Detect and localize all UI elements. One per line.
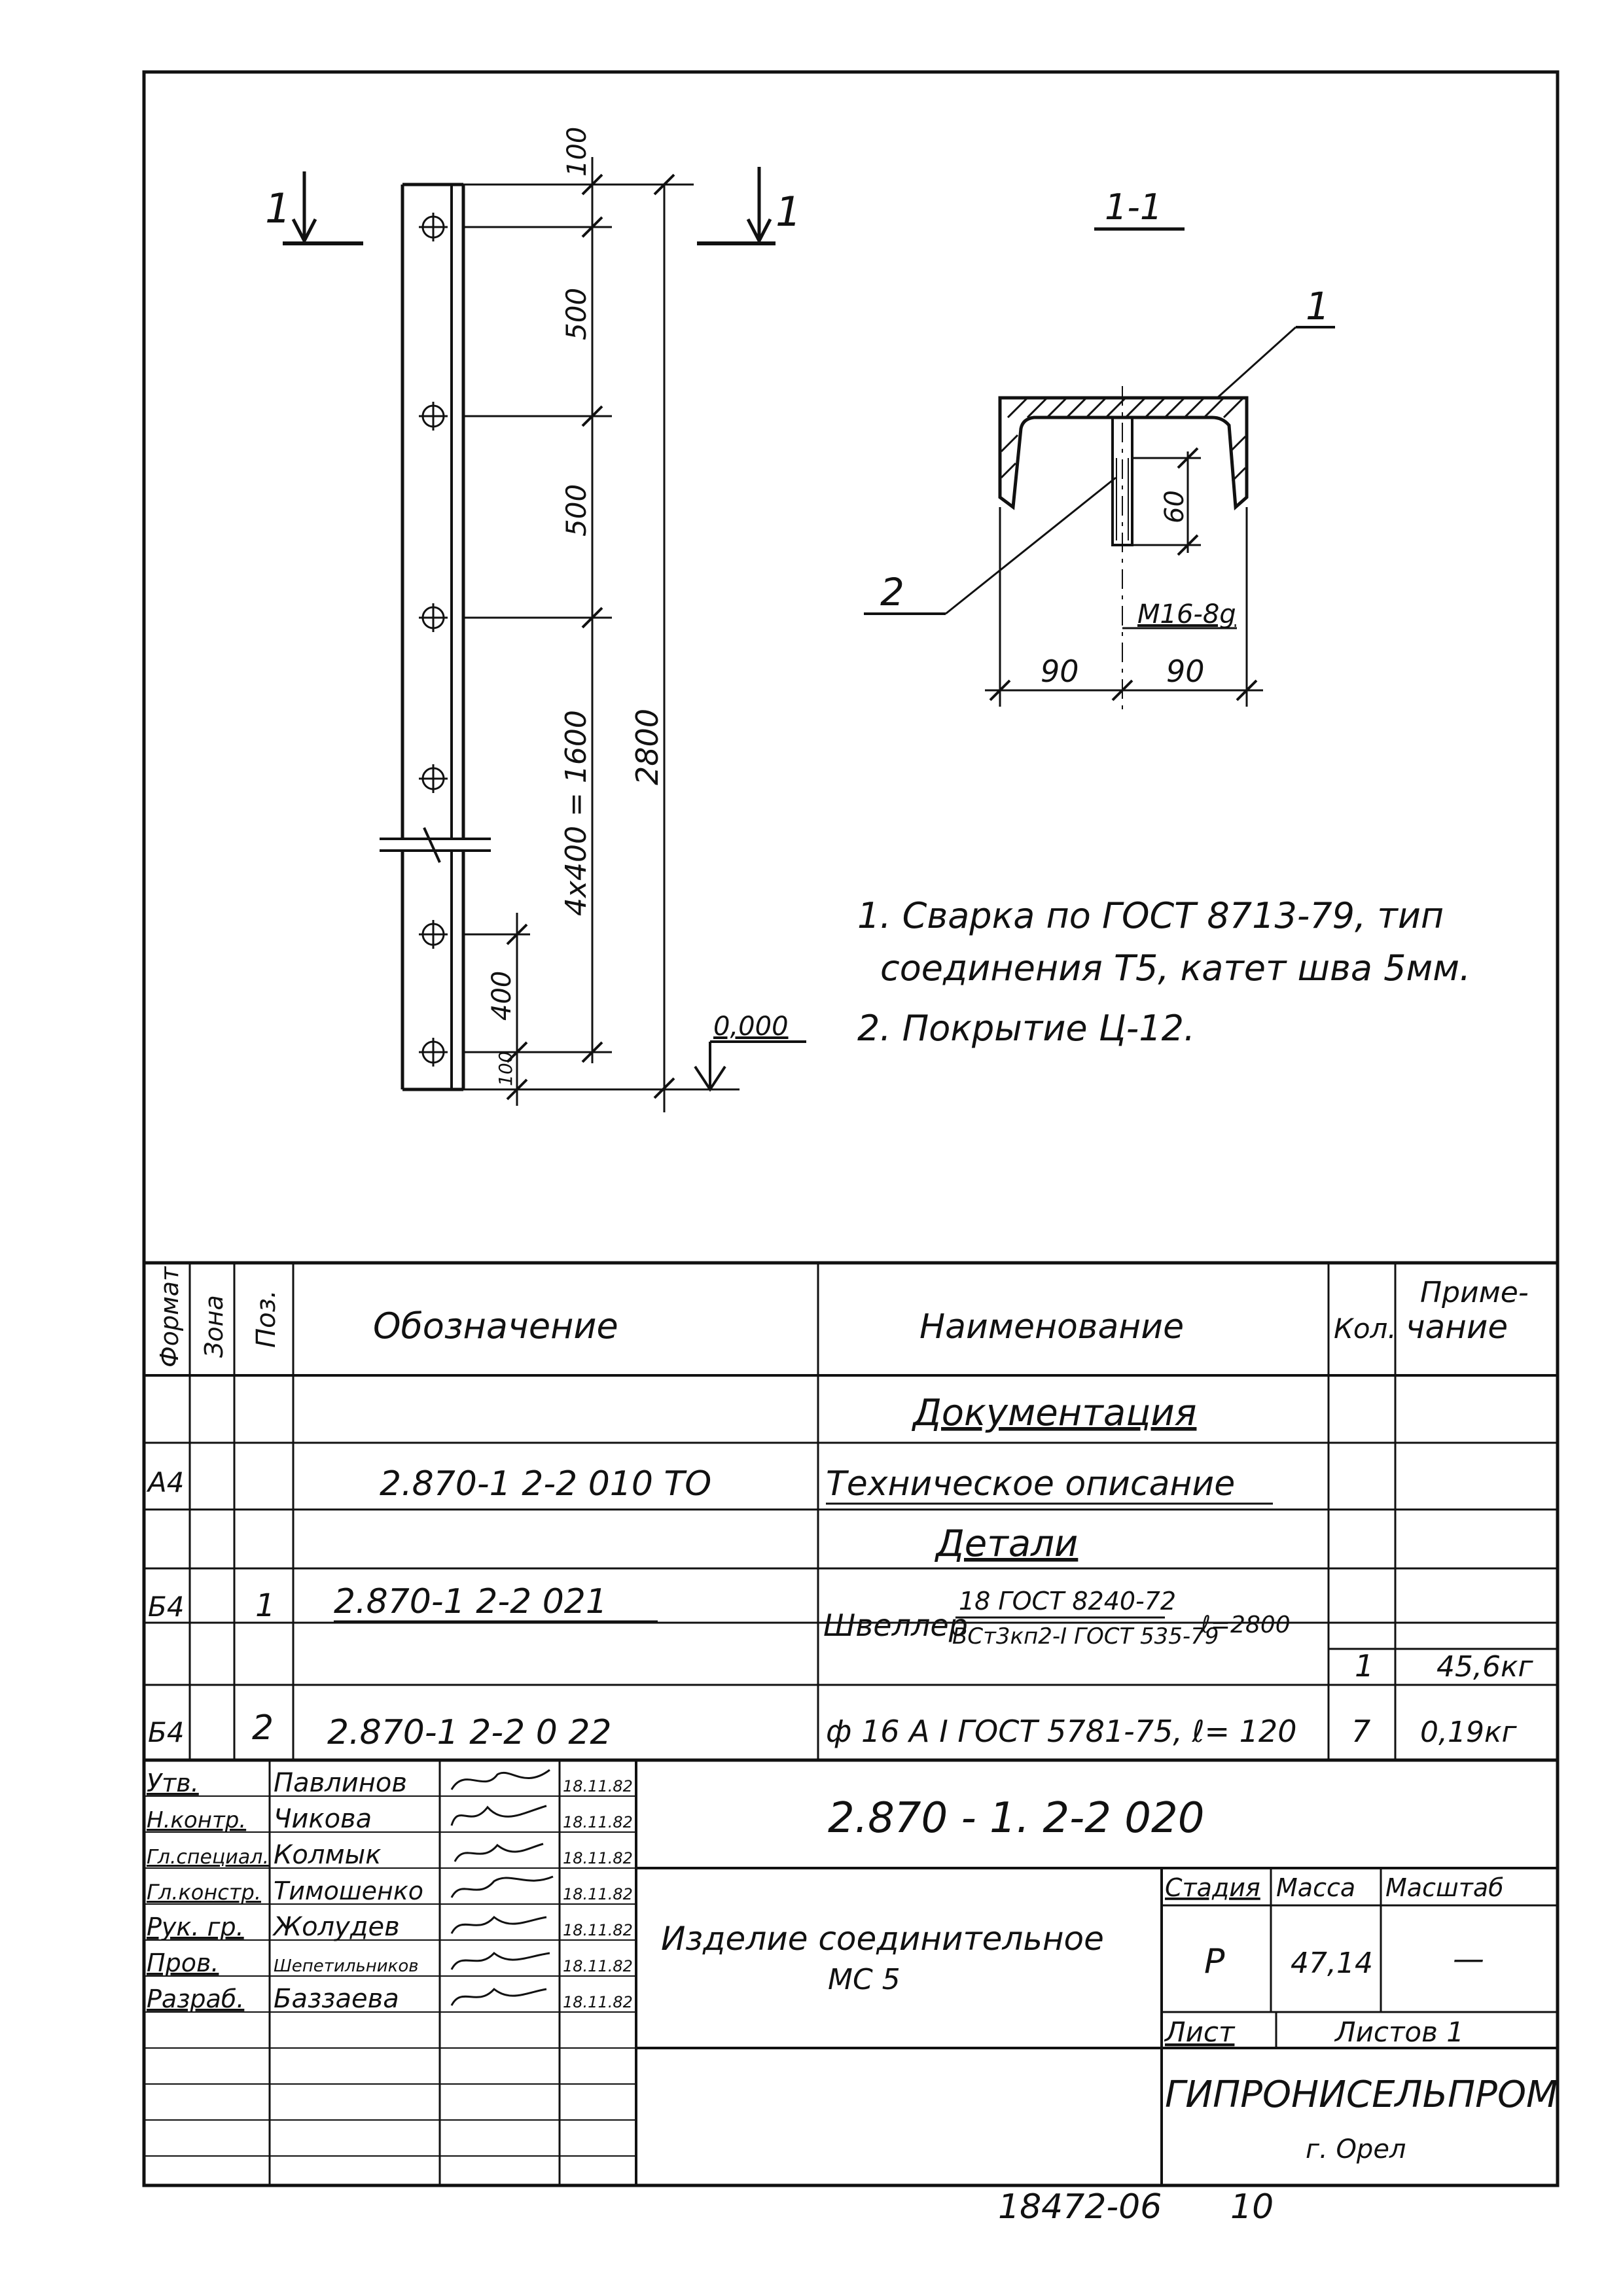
section-mark-left-label: 1 bbox=[265, 185, 291, 232]
row-2-name-bottom: ВСт3кп2-I ГОСТ 535-79 bbox=[952, 1623, 1219, 1650]
product-name-line-1: Изделие соединительное bbox=[661, 1920, 1104, 1958]
date-approved: 18.11.82 bbox=[563, 1777, 633, 1795]
mass-label: Масса bbox=[1276, 1873, 1356, 1902]
dim-400: 400 bbox=[487, 970, 517, 1021]
name-checked: Шепетильников bbox=[274, 1956, 419, 1976]
row-2-qty: 1 bbox=[1355, 1648, 1374, 1684]
dim-100-top: 100 bbox=[562, 126, 592, 177]
role-chief-specialist: Гл.специал. bbox=[147, 1846, 270, 1869]
signatures bbox=[452, 1770, 553, 2005]
row-3-format: Б4 bbox=[148, 1716, 185, 1748]
product-name-line-2: МС 5 bbox=[828, 1963, 901, 1996]
overall-dimension bbox=[654, 175, 674, 1112]
sheet-label: Лист bbox=[1165, 2016, 1235, 2048]
date-developed: 18.11.82 bbox=[563, 1993, 633, 2011]
dim-pitch: 4x400 = 1600 bbox=[560, 710, 593, 916]
bolt-holes bbox=[419, 213, 448, 1067]
row-2-name-length: ℓ=2800 bbox=[1201, 1612, 1291, 1638]
role-checked: Пров. bbox=[147, 1949, 219, 1977]
scale-value: — bbox=[1453, 1941, 1484, 1977]
section-mark-right-label: 1 bbox=[776, 188, 802, 236]
row-2-note: 45,6кг bbox=[1436, 1650, 1533, 1684]
header-pos: Поз. bbox=[251, 1290, 281, 1348]
role-group-lead: Рук. гр. bbox=[147, 1913, 244, 1941]
stage-value: Р bbox=[1204, 1942, 1225, 1981]
level-mark-label: 0,000 bbox=[713, 1012, 789, 1042]
date-group-lead: 18.11.82 bbox=[563, 1921, 633, 1939]
row-2-designation: 2.870-1 2-2 021 bbox=[334, 1582, 607, 1621]
header-qty: Кол. bbox=[1334, 1313, 1397, 1345]
name-group-lead: Жолудев bbox=[274, 1912, 400, 1942]
section-mark-right bbox=[697, 167, 801, 243]
stage-label: Стадия bbox=[1165, 1873, 1260, 1902]
section-mark-left bbox=[265, 171, 363, 243]
row-3-note: 0,19кг bbox=[1420, 1716, 1517, 1749]
dim-60: 60 bbox=[1160, 490, 1190, 523]
header-designation: Обозначение bbox=[373, 1305, 618, 1347]
dim-90-left: 90 bbox=[1041, 654, 1079, 689]
role-approved: Утв. bbox=[147, 1769, 199, 1797]
header-zone: Зона bbox=[200, 1295, 228, 1358]
document-number: 2.870 - 1. 2-2 020 bbox=[828, 1794, 1205, 1843]
name-chief-designer: Тимошенко bbox=[274, 1877, 424, 1905]
row-2-format: Б4 bbox=[148, 1591, 185, 1623]
header-format: Формат bbox=[155, 1266, 184, 1368]
note-2: 2. Покрытие Ц-12. bbox=[857, 1008, 1196, 1049]
section-hatching bbox=[1001, 398, 1245, 481]
role-developed: Разраб. bbox=[147, 1985, 245, 2013]
row-2-pos: 1 bbox=[255, 1587, 276, 1624]
dim-90-right: 90 bbox=[1166, 654, 1205, 689]
section-details: Детали bbox=[936, 1523, 1079, 1565]
dim-total: 2800 bbox=[630, 708, 665, 785]
thread-label: M16-8g bbox=[1137, 599, 1236, 629]
header-name: Наименование bbox=[919, 1307, 1185, 1347]
name-chief-specialist: Колмык bbox=[274, 1840, 382, 1870]
row-1-designation: 2.870-1 2-2 010 ТО bbox=[380, 1464, 712, 1504]
technical-notes bbox=[857, 895, 1471, 1049]
mass-value: 47,14 bbox=[1291, 1947, 1373, 1980]
footer bbox=[998, 2187, 1274, 2227]
note-1-line-1: 1. Сварка по ГОСТ 8713-79, тип bbox=[857, 895, 1444, 936]
organization-city: г. Орел bbox=[1306, 2134, 1406, 2164]
elevation-view bbox=[265, 127, 806, 1112]
dim-500-a: 500 bbox=[560, 287, 592, 340]
name-developed: Баззаева bbox=[274, 1984, 399, 2014]
role-norm-control: Н.контр. bbox=[147, 1807, 247, 1833]
row-3-name: ф 16 А I ГОСТ 5781-75, ℓ= 120 bbox=[826, 1714, 1297, 1749]
row-1-name: Техническое описание bbox=[826, 1464, 1236, 1504]
dim-500-b: 500 bbox=[560, 484, 592, 537]
level-mark bbox=[695, 1012, 806, 1089]
role-chief-designer: Гл.констр. bbox=[147, 1880, 261, 1905]
row-3-designation: 2.870-1 2-2 0 22 bbox=[327, 1713, 612, 1752]
row-2-name-prefix: Швеллер bbox=[823, 1608, 968, 1643]
specification-table bbox=[144, 1263, 1558, 1760]
row-2-name-top: 18 ГОСТ 8240-72 bbox=[959, 1587, 1177, 1616]
scale-label: Масштаб bbox=[1385, 1873, 1504, 1902]
header-note-2: чание bbox=[1406, 1308, 1508, 1346]
callout-1: 1 bbox=[1306, 284, 1330, 328]
date-chief-specialist: 18.11.82 bbox=[563, 1849, 633, 1867]
page-number: 10 bbox=[1230, 2187, 1274, 2227]
date-norm-control: 18.11.82 bbox=[563, 1813, 633, 1831]
section-title: 1-1 bbox=[1105, 186, 1163, 228]
section-documentation: Документация bbox=[913, 1392, 1197, 1434]
archive-number: 18472-06 bbox=[998, 2187, 1162, 2227]
row-1-format: А4 bbox=[148, 1466, 185, 1498]
date-checked: 18.11.82 bbox=[563, 1957, 633, 1975]
header-note-1: Приме- bbox=[1420, 1276, 1529, 1309]
section-1-1 bbox=[864, 186, 1335, 713]
sheets-label: Листов 1 bbox=[1335, 2016, 1464, 2048]
row-3-qty: 7 bbox=[1351, 1714, 1371, 1749]
organization-name: ГИПРОНИСЕЛЬПРОМ bbox=[1165, 2074, 1558, 2116]
dim-100-bottom: 100 bbox=[495, 1051, 516, 1086]
callout-2: 2 bbox=[880, 570, 904, 614]
title-block bbox=[144, 1760, 1558, 2185]
row-3-pos: 2 bbox=[252, 1708, 274, 1748]
name-approved: Павлинов bbox=[274, 1768, 407, 1798]
note-1-line-2: соединения Т5, катет шва 5мм. bbox=[880, 947, 1471, 989]
date-chief-designer: 18.11.82 bbox=[563, 1885, 633, 1903]
name-norm-control: Чикова bbox=[274, 1804, 372, 1834]
